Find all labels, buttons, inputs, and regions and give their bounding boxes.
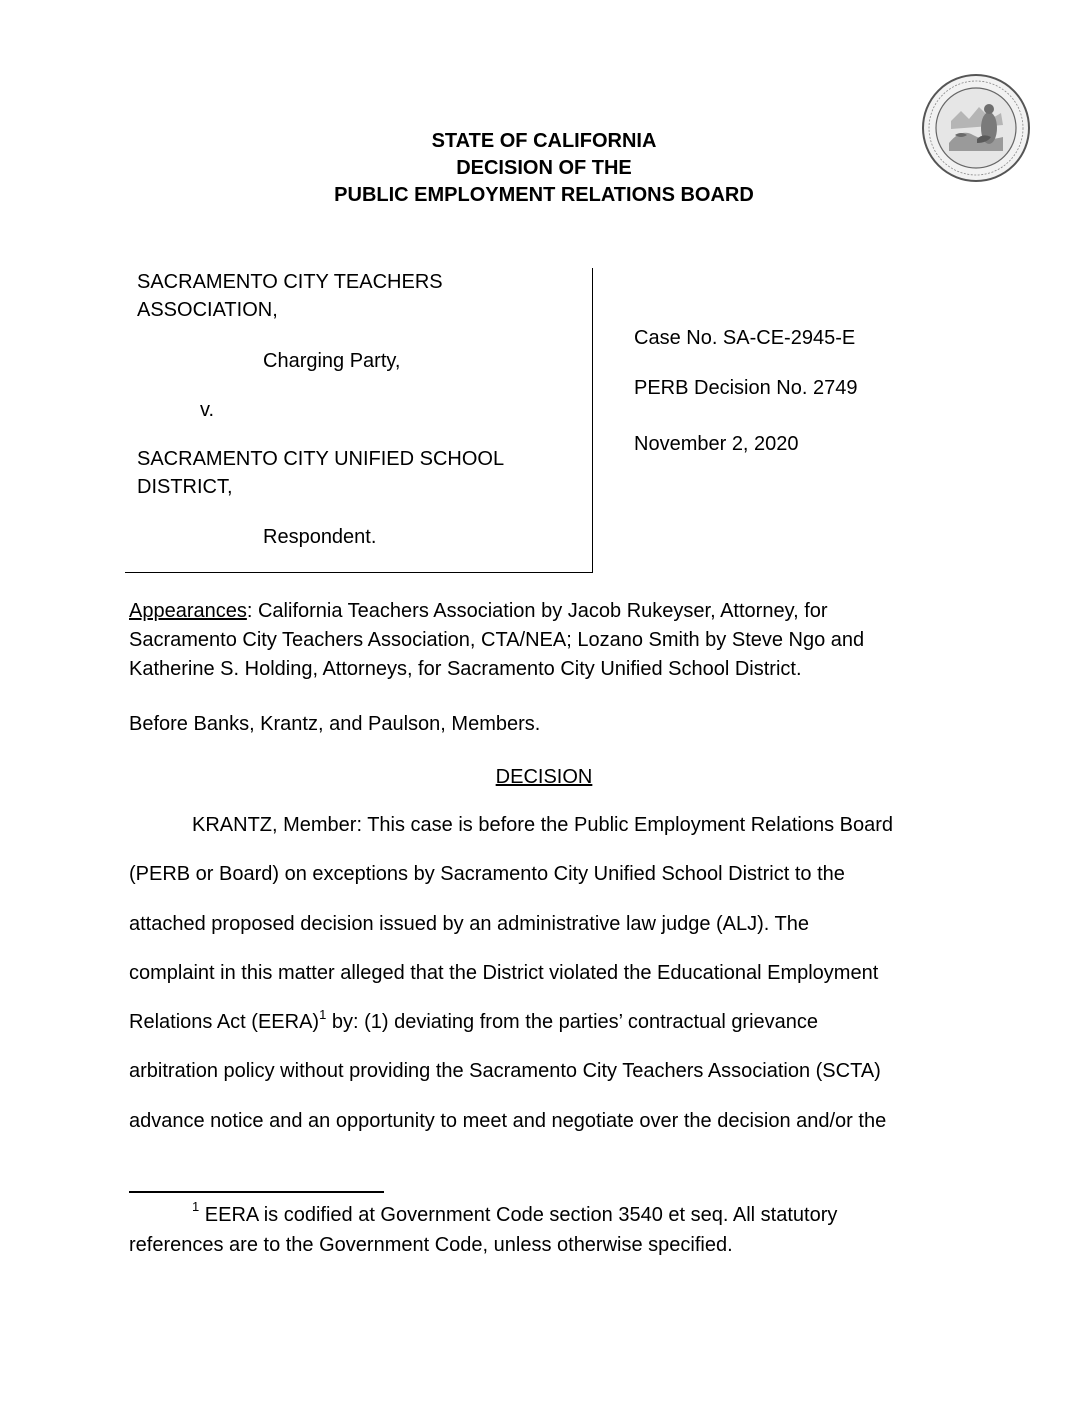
body-line: attached proposed decision issued by an administrative law judge (ALJ). The	[129, 912, 810, 935]
respondent-name-line2: DISTRICT,	[137, 476, 233, 498]
body-line: KRANTZ, Member: This case is before the Public Employment Relations Board	[192, 814, 894, 836]
charging-party-role: Charging Party,	[263, 350, 401, 372]
footnote-line1: EERA is codified at Government Code section 3540 et seq. All statutory	[199, 1204, 838, 1226]
body-text-segment: by: (1) deviating from the parties’ contractual grievance	[326, 1011, 819, 1034]
body-text-segment: Relations Act (EERA)	[129, 1011, 320, 1034]
case-caption-box	[125, 268, 593, 573]
case-number: Case No. SA-CE-2945-E	[634, 327, 856, 349]
decision-date: November 2, 2020	[634, 433, 799, 455]
header-line-state: STATE OF CALIFORNIA	[431, 130, 657, 152]
decision-body	[129, 811, 959, 1156]
appearances-label: Appearances	[129, 600, 247, 622]
footnote-marker: 1	[192, 1199, 200, 1215]
decision-number: PERB Decision No. 2749	[634, 377, 858, 399]
header-line-decision: DECISION OF THE	[456, 157, 632, 179]
footnote-line2: references are to the Government Code, unless otherwise specified.	[129, 1234, 733, 1256]
respondent-role: Respondent.	[263, 526, 377, 548]
body-line: (PERB or Board) on exceptions by Sacramento City Unified School District to the	[129, 863, 845, 886]
footnote	[129, 1200, 837, 1260]
panel-members: Before Banks, Krantz, and Paulson, Members.	[129, 713, 541, 735]
footnote-reference: 1	[319, 1006, 327, 1022]
body-line: arbitration policy without providing the Sacramento City Teachers Association (SCTA)	[129, 1060, 881, 1083]
appearances-paragraph	[129, 597, 864, 684]
header-line-board: PUBLIC EMPLOYMENT RELATIONS BOARD	[334, 184, 754, 206]
charging-party-name-line1: SACRAMENTO CITY TEACHERS	[137, 271, 443, 293]
body-line	[129, 1008, 959, 1057]
appearances-line1: : California Teachers Association by Jacob Rukeyser, Attorney, for	[246, 600, 828, 622]
versus-label: v.	[200, 399, 215, 421]
appearances-line2: Sacramento City Teachers Association, CTA/NEA; Lozano Smith by Steve Ngo and	[129, 629, 865, 651]
footnote-divider	[129, 1191, 384, 1193]
respondent-name-line1: SACRAMENTO CITY UNIFIED SCHOOL	[137, 448, 505, 470]
decision-title: DECISION	[495, 766, 593, 788]
body-line: complaint in this matter alleged that the District violated the Educational Employment	[129, 961, 879, 984]
charging-party-name-line2: ASSOCIATION,	[137, 299, 278, 321]
body-line: advance notice and an opportunity to meet and negotiate over the decision and/or the	[129, 1109, 887, 1132]
document-header	[0, 128, 1088, 209]
appearances-line3: Katherine S. Holding, Attorneys, for Sacramento City Unified School District.	[129, 658, 802, 680]
